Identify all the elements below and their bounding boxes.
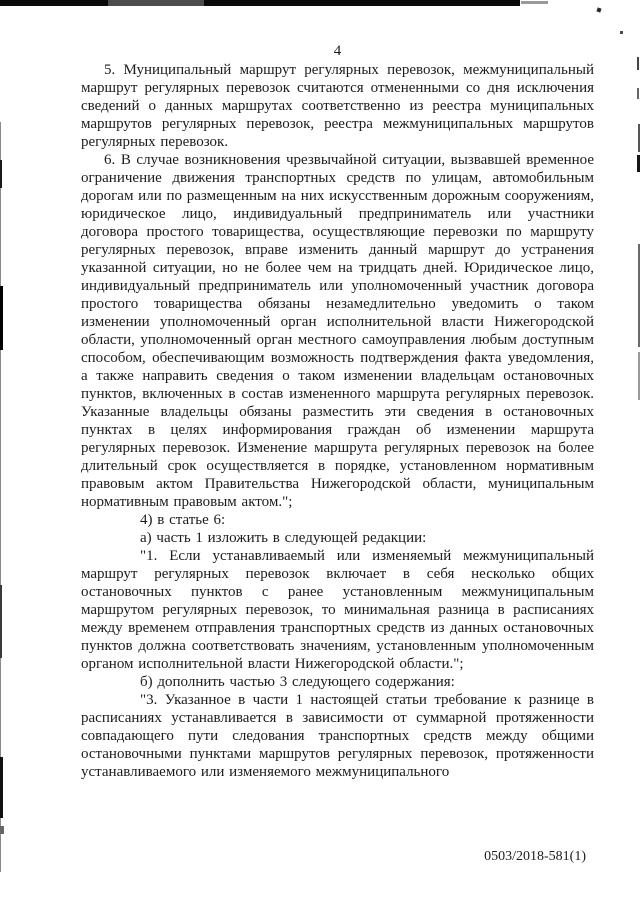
scan-artifact-left-edge-mark xyxy=(0,826,4,834)
paragraph-quoted-part-1: "1. Если устанавливаемый или изменяемый межмуниципальный маршрут регулярных перевозок включает в себя несколько общих остановочных пунктов с ранее установленным межмуниципальным маршрутом регулярных перевозок, то минимальная разница в расписаниях между временем отправления транспортных средств из данных остановочных пунктов должна соответствовать значениям, установленным уполномоченным органом исполнительной власти Нижегородской области."; xyxy=(81,548,594,672)
paragraph-item-4: 4) в статье 6: xyxy=(140,512,226,528)
scan-artifact-top-bar-tail xyxy=(521,1,548,4)
scan-artifact-left-edge-line xyxy=(0,122,1,872)
scan-artifact-speck xyxy=(620,31,623,34)
scan-artifact-right-edge-mark xyxy=(637,88,639,99)
scan-artifact-right-edge-mark xyxy=(637,57,639,70)
page-number: 4 xyxy=(333,43,342,59)
scan-artifact-left-edge-mark xyxy=(0,585,2,658)
scan-artifact-speck xyxy=(596,7,601,12)
paragraph-clause-5: 5. Муниципальный маршрут регулярных перевозок, межмуниципальный маршрут регулярных перевозок считаются отмененными со дня исключения сведений о данных маршрутах соответственно из реестра муниципальных маршрутов регулярных перевозок, реестра межмуниципальных маршрутов регулярных перевозок. xyxy=(81,62,594,150)
scan-artifact-left-edge-mark xyxy=(0,757,3,818)
document-body xyxy=(81,61,594,781)
scan-artifact-left-edge-mark xyxy=(0,286,3,350)
paragraph-clause-6: 6. В случае возникновения чрезвычайной ситуации, вызвавшей временное ограничение движения транспортных средств по улицам, автомобильным дорогам или по размещенным на них искусственным дорожным сооружениям, юридическое лицо, индивидуальный предприниматель или участники договора простого товарищества, осуществляющие перевозки по маршруту регулярных перевозок, вправе изменить данный маршрут до устранения указанной ситуации, но не более чем на тридцать дней. Юридическое лицо, индивидуальный предприниматель или уполномоченный участник договора простого товарищества обязаны незамедлительно уведомить о таком изменении уполномоченный орган исполнительной власти Нижегородской области, уполномоченный орган местного самоуправления любым доступным способом, обеспечивающим возможность подтверждения факта уведомления, а также направить сведения о таком изменении владельцам остановочных пунктов, включенных в состав измененного маршрута регулярных перевозок. Указанные владельцы обязаны разместить эти сведения в остановочных пунктах в целях информирования граждан об изменении маршрута регулярных перевозок. Изменение маршрута регулярных перевозок на более длительный срок осуществляется в порядке, установленном нормативным правовым актом Правительства Нижегородской области, муниципальным нормативным правовым актом."; xyxy=(81,152,595,510)
scan-artifact-left-edge-mark xyxy=(0,160,2,188)
document-code: 0503/2018-581(1) xyxy=(484,849,586,864)
paragraph-quoted-part-3: "3. Указанное в части 1 настоящей статьи требование к разнице в расписаниях устанавливается в зависимости от суммарной протяженности совпадающего пути следования транспортных средств между общими остановочными пунктами маршрутов регулярных перевозок, протяженности устанавливаемого или изменяемого межмуниципального xyxy=(81,692,594,780)
scan-artifact-top-bar xyxy=(0,0,520,6)
paragraph-item-4a: а) часть 1 изложить в следующей редакции: xyxy=(140,530,427,546)
scan-artifact-top-bar-gray xyxy=(108,0,204,6)
paragraph-item-4b: б) дополнить частью 3 следующего содержания: xyxy=(140,674,455,690)
